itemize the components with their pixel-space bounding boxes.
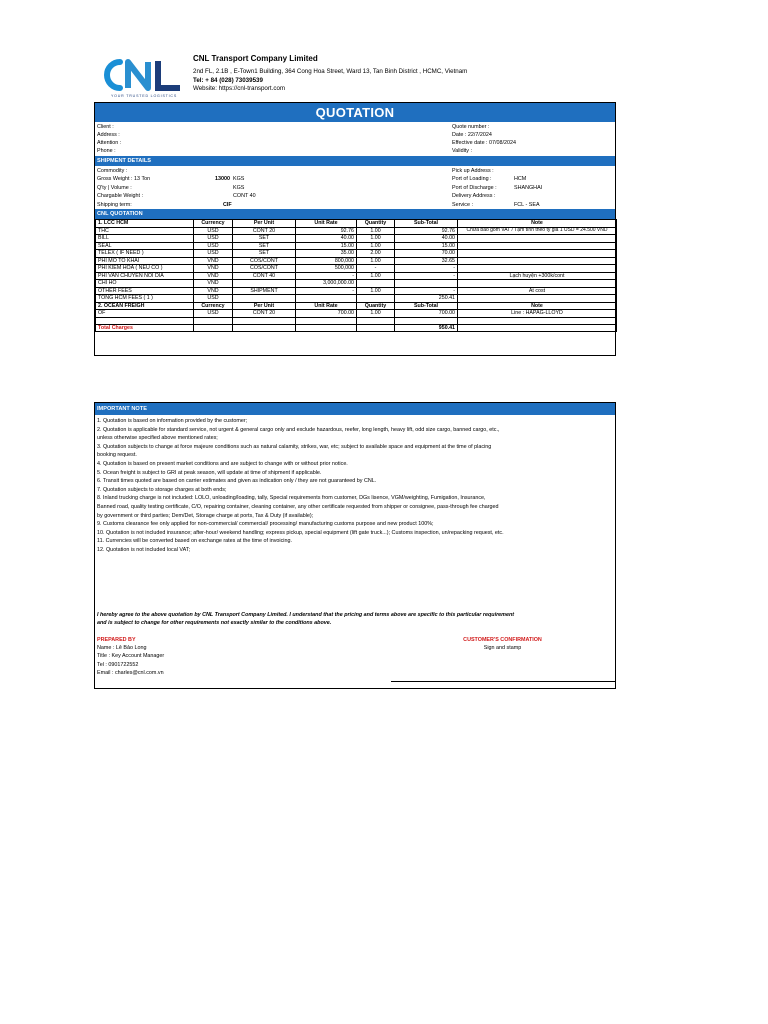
pod-value: SHANGHAI xyxy=(514,184,543,191)
table-cell: SET xyxy=(233,250,296,258)
column-header: Per Unit xyxy=(233,220,296,228)
charge-name: OF xyxy=(96,310,194,318)
sign-and-stamp: Sign and stamp xyxy=(483,645,522,652)
table-cell: USD xyxy=(194,242,233,250)
total-value: 950.41 xyxy=(395,324,458,332)
charge-name: OTHER FEES xyxy=(96,287,194,295)
table-row xyxy=(96,310,617,318)
column-header: Note xyxy=(458,302,617,310)
table-row xyxy=(96,250,617,258)
table-cell: USD xyxy=(194,295,233,303)
phone-label: Phone : xyxy=(97,148,116,154)
column-header: Unit Rate xyxy=(296,220,357,228)
table-cell: At cost xyxy=(458,287,617,295)
column-header: Currency xyxy=(194,302,233,310)
cnl-quotation-header: CNL QUOTATION xyxy=(95,209,615,219)
table-cell: VND xyxy=(194,272,233,280)
table-row xyxy=(96,272,617,280)
pod-label: Port of Discharge : xyxy=(452,184,497,191)
notes-list xyxy=(95,415,615,555)
qty-unit: KGS xyxy=(233,184,245,191)
prepared-title: Title : Key Account Manager xyxy=(97,653,165,660)
table-row xyxy=(96,280,617,288)
section-header-row xyxy=(96,302,617,310)
client-info xyxy=(95,122,615,156)
table-cell: 2.00 xyxy=(357,250,395,258)
table-row xyxy=(96,227,617,235)
table-cell: USD xyxy=(194,250,233,258)
gross-weight-value: 13000 xyxy=(215,176,230,183)
table-cell: 40.00 xyxy=(395,235,458,243)
table-cell: 250.41 xyxy=(395,295,458,303)
table-cell: 3,000,000.00 xyxy=(296,280,357,288)
table-cell xyxy=(296,295,357,303)
table-cell xyxy=(357,317,395,324)
section-title: 2. OCEAN FREIGH xyxy=(96,302,194,310)
table-cell: CONT 40 xyxy=(233,272,296,280)
important-notes xyxy=(94,402,616,689)
table-cell: CONT 20 xyxy=(233,310,296,318)
pol-value: HCM xyxy=(514,176,527,183)
total-label: Total Charges xyxy=(96,324,194,332)
pickup-label: Pick up Address : xyxy=(452,168,494,174)
table-cell xyxy=(296,317,357,324)
quotation-title: QUOTATION xyxy=(95,103,615,122)
table-cell: 700.00 xyxy=(296,310,357,318)
table-cell xyxy=(458,257,617,265)
table-cell: 40.00 xyxy=(296,235,357,243)
qty-label: Q'ty | Volume : xyxy=(97,184,132,191)
company-name: CNL Transport Company Limited xyxy=(193,54,318,63)
table-cell: - xyxy=(357,265,395,273)
table-cell: - xyxy=(296,287,357,295)
table-cell xyxy=(233,324,296,332)
table-cell xyxy=(458,295,617,303)
table-cell xyxy=(357,295,395,303)
column-header: Quantity xyxy=(357,220,395,228)
table-cell xyxy=(357,280,395,288)
column-header: Note xyxy=(458,220,617,228)
table-cell xyxy=(194,317,233,324)
table-cell xyxy=(233,280,296,288)
table-cell: 1.00 xyxy=(357,257,395,265)
note-line: 1. Quotation is based on information provided by the customer; xyxy=(97,418,248,424)
table-cell: 15.00 xyxy=(395,242,458,250)
table-row xyxy=(96,235,617,243)
table-cell: 1.00 xyxy=(357,227,395,235)
table-cell xyxy=(458,317,617,324)
column-header: Sub-Total xyxy=(395,220,458,228)
note-line: Banned road, quality testing certificate, C/O, repairing container, cleaning container, any other certificate requested from shipper or consignee, pass-through fee charged xyxy=(97,503,499,510)
service-value: FCL - SEA xyxy=(514,201,540,208)
agreement-text xyxy=(97,611,514,627)
table-cell xyxy=(395,317,458,324)
table-cell: 1.00 xyxy=(357,242,395,250)
charge-name: SEAL xyxy=(96,242,194,250)
table-cell: 1.00 xyxy=(357,235,395,243)
pol-label: Port of Loading : xyxy=(452,176,492,183)
table-cell: Lạch huyện +300k/cont xyxy=(458,272,617,280)
table-cell: VND xyxy=(194,280,233,288)
agreement-line: I hereby agree to the above quotation by CNL Transport Company Limited. I understand that the pricing and terms above are specific to this particular requirement xyxy=(97,612,515,618)
shipment-details-header: SHIPMENT DETAILS xyxy=(95,156,615,166)
column-header: Quantity xyxy=(357,302,395,310)
prepared-email: Email : charles@cnl.com.vn xyxy=(97,669,164,676)
column-header: Sub-Total xyxy=(395,302,458,310)
table-cell: USD xyxy=(194,310,233,318)
charge-name: BILL xyxy=(96,235,194,243)
table-row xyxy=(96,295,617,303)
note-line: 3. Quotation subjects to change at force majeure conditions such as natural calamity, strikes, war, etc; subject to available space and equipment at the time of placing xyxy=(97,443,492,450)
note-line: 7. Quotation subjects to storage charges at both ends; xyxy=(97,486,227,493)
delivery-label: Delivery Address : xyxy=(452,193,496,200)
column-header: Currency xyxy=(194,220,233,228)
table-cell: CONT 20 xyxy=(233,227,296,235)
column-header: Unit Rate xyxy=(296,302,357,310)
table-cell: 92.76 xyxy=(296,227,357,235)
customer-confirmation xyxy=(425,636,580,652)
table-cell: SET xyxy=(233,242,296,250)
note-line: 2. Quotation is applicable for standard service, not urgent & general cargo only and exclude hazardous, reefer, long length, heavy lift, odd size cargo, banned cargo, etc., xyxy=(97,426,500,433)
table-cell xyxy=(233,295,296,303)
table-cell: VND xyxy=(194,287,233,295)
logo-tagline: YOUR TRUSTED LOGISTICS xyxy=(110,94,178,98)
table-cell: COS/CONT xyxy=(233,265,296,273)
client-label: Client : xyxy=(97,124,114,130)
shipping-term-label: Shipping term: xyxy=(97,201,132,208)
note-line: 9. Customs clearance fee only applied for non-commercial/ commercial/ processing/ manufacturing customs purpose and new product 100%; xyxy=(97,521,434,528)
table-cell xyxy=(458,280,617,288)
note-line: 6. Transit times quoted are based on carrier estimates and given as indication only / they are not guaranteed by CNL. xyxy=(97,478,377,485)
charge-name: PHI KIEM HOA ( NEU CO ) xyxy=(96,265,194,273)
table-row xyxy=(96,265,617,273)
table-cell: SET xyxy=(233,235,296,243)
commodity-label: Commodity : xyxy=(97,168,128,174)
table-row xyxy=(96,257,617,265)
attention-label: Attention : xyxy=(97,140,122,146)
note-line: unless otherwise specified above mentioned rates; xyxy=(97,435,218,442)
effective-date-label: Effective date : 07/08/2024 xyxy=(452,140,517,146)
quotation-table xyxy=(95,219,617,332)
table-cell: - xyxy=(395,265,458,273)
chargeable-weight-label: Chargable Weight : xyxy=(97,193,144,200)
table-cell: USD xyxy=(194,227,233,235)
table-cell xyxy=(96,317,194,324)
gross-weight-label: Gross Weight : 13 Ton xyxy=(97,176,151,183)
table-cell xyxy=(458,265,617,273)
table-cell xyxy=(296,324,357,332)
table-cell: 500,000 xyxy=(296,265,357,273)
confirmation-title: CUSTOMER'S CONFIRMATION xyxy=(463,637,542,643)
table-cell: COS/CONT xyxy=(233,257,296,265)
quotation-sheet xyxy=(94,102,616,356)
table-cell: 92.76 xyxy=(395,227,458,235)
table-cell xyxy=(458,242,617,250)
table-cell: 700.00 xyxy=(395,310,458,318)
charge-name: PHI VAN CHUYEN NOI DIA xyxy=(96,272,194,280)
prepared-tel: Tel : 0901722552 xyxy=(97,661,139,668)
section-title: 1. LCC HCM xyxy=(96,220,194,228)
table-cell: 1.00 xyxy=(357,310,395,318)
charge-name: THC xyxy=(96,227,194,235)
service-label: Service : xyxy=(452,201,473,208)
company-website[interactable]: Website: https://cnl-transport.com xyxy=(193,85,286,92)
company-header xyxy=(193,53,613,94)
charge-name: TELEX ( IF NEED ) xyxy=(96,250,194,258)
table-row xyxy=(96,242,617,250)
charge-name: CHI HO xyxy=(96,280,194,288)
table-cell: VND xyxy=(194,265,233,273)
prepared-by-title: PREPARED BY xyxy=(97,637,136,643)
date-label: Date : 22/7/2024 xyxy=(452,132,492,138)
table-row xyxy=(96,287,617,295)
table-row xyxy=(96,317,617,324)
table-cell: USD xyxy=(194,235,233,243)
charge-name: PHI MO TO KHAI xyxy=(96,257,194,265)
table-cell: 70.00 xyxy=(395,250,458,258)
table-cell: 35.00 xyxy=(296,250,357,258)
note-line: 8. Inland trucking charge is not included: LOLO, unloading/loading, tally, Special requirements from customer, DGs lisence, VGM/weighting, Fumigation, Insurance, xyxy=(97,495,486,502)
table-cell xyxy=(458,250,617,258)
table-cell: - xyxy=(296,272,357,280)
shipping-term-value: CIF xyxy=(223,201,232,208)
important-note-header: IMPORTANT NOTE xyxy=(95,403,615,415)
note-line: 12. Quotation is not included local VAT; xyxy=(97,546,190,553)
shipment-details xyxy=(95,166,615,209)
note-line: 11. Currencies will be converted based on exchange rates at the time of invoicing. xyxy=(97,538,292,545)
section-header-row xyxy=(96,220,617,228)
note-line: by government or third parties; Dem/Det, Storage charge at ports, Tax & Duty (if available); xyxy=(97,512,314,519)
company-logo xyxy=(96,50,192,100)
table-cell xyxy=(233,317,296,324)
note-line: 4. Quotation is based on present market conditions and are subject to change with or without prior notice. xyxy=(97,460,348,467)
company-address: 2nd FL, 2.1B , E-Town1 Building, 364 Cong Hoa Street, Ward 13, Tan Binh District , HCMC, Vietnam xyxy=(193,68,468,75)
table-cell: SHIPMENT xyxy=(233,287,296,295)
quote-number-label: Quote number : xyxy=(452,124,490,130)
prepared-by xyxy=(97,636,164,677)
address-label: Address : xyxy=(97,132,120,138)
table-cell: 15.00 xyxy=(296,242,357,250)
note-line: 10. Quotation is not included insurance; after-hour/ weekend handling; express pickup, special equipment (lift gate truck...); Customs inspection, un/repacking request, etc. xyxy=(97,529,504,536)
table-cell: - xyxy=(395,272,458,280)
table-cell xyxy=(395,280,458,288)
table-cell xyxy=(458,235,617,243)
table-cell: 1.00 xyxy=(357,287,395,295)
table-cell xyxy=(458,324,617,332)
validity-label: Validity : xyxy=(452,148,472,154)
chargeable-weight-value: CONT 40 xyxy=(233,193,256,200)
table-cell: 1.00 xyxy=(357,272,395,280)
column-header: Per Unit xyxy=(233,302,296,310)
table-cell: 800,000 xyxy=(296,257,357,265)
signature-line xyxy=(391,681,615,682)
table-cell xyxy=(357,324,395,332)
agreement-line: and is subject to change for other requirements not exactly similar to the conditions above. xyxy=(97,620,332,626)
charge-name: TONG HCM FEES ( 1 ) xyxy=(96,295,194,303)
note-line: 5. Ocean freight is subject to GRI at peak season, will update at time of shipment if applicable. xyxy=(97,469,322,476)
prepared-name: Name : Lê Bảo Long xyxy=(97,645,147,652)
note-line: booking request. xyxy=(97,452,137,459)
table-cell: Chưa bao gồm VAT / Tạm tính theo tỷ giá 1 USD = 24.500 VND xyxy=(458,227,617,235)
gross-weight-unit: KGS xyxy=(233,176,245,183)
company-tel: Tel: + 84 (028) 73039539 xyxy=(193,76,263,84)
table-cell: 32.65 xyxy=(395,257,458,265)
table-cell: VND xyxy=(194,257,233,265)
total-row xyxy=(96,324,617,332)
table-cell: - xyxy=(395,287,458,295)
table-cell: Line : HAPAG-LLOYD xyxy=(458,310,617,318)
table-cell xyxy=(194,324,233,332)
